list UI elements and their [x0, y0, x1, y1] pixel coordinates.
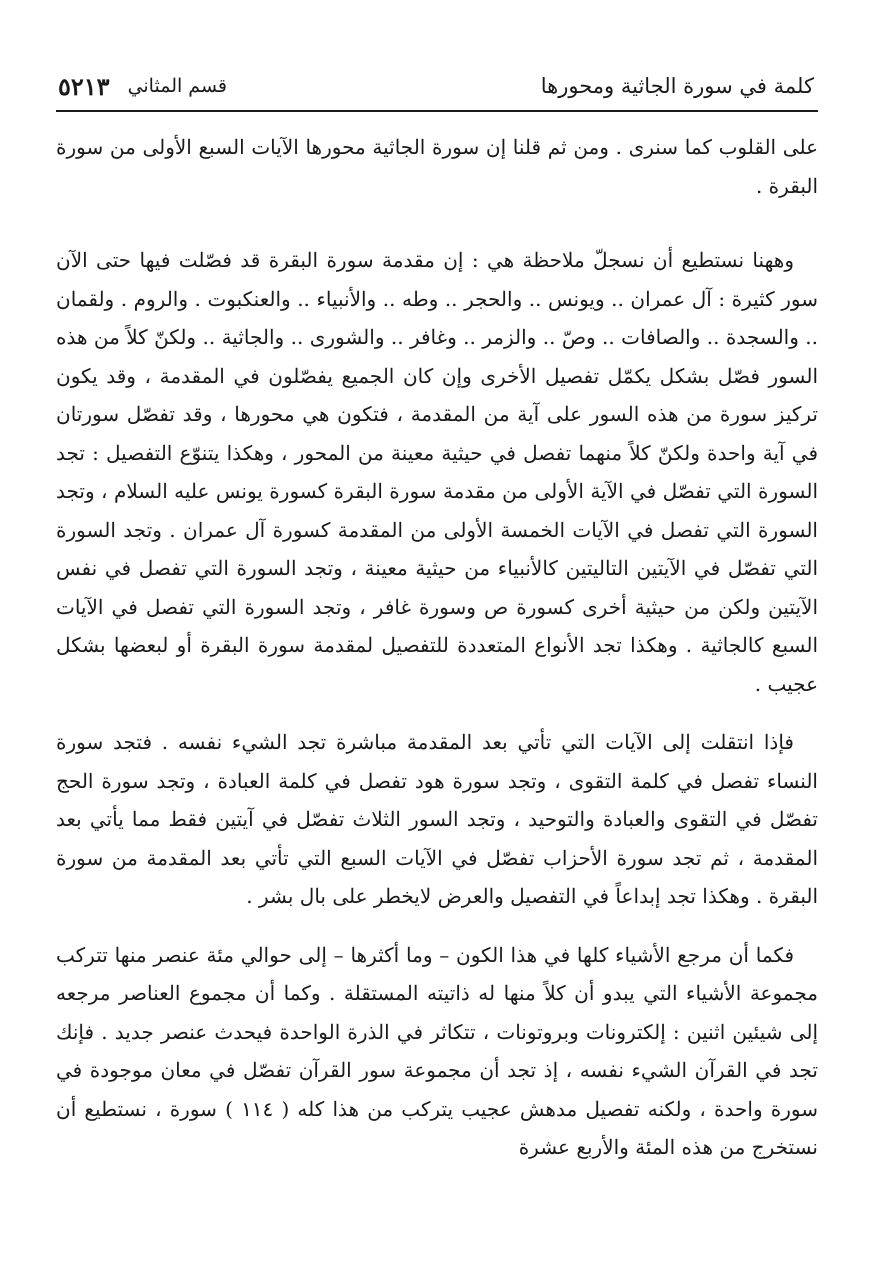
paragraph-2: وههنا نستطيع أن نسجلّ ملاحظة هي : إن مقدمة سورة البقرة قد فصّلت فيها حتى الآن سور كثيرة : آل عمران .. ويونس .. والحجر .. وطه .. والأنبياء .. والعنكبوت . والروم . ولقمان .. والسجدة .. والصافات .. وصّ .. والزمر .. وغافر .. والشورى .. والجاثية .. ولكنّ كلاً من هذه السور فصّل بشكل يكمّل تفصيل الأخرى وإن كان الجميع يفصّلون في المقدمة ، وقد يكون تركيز سورة من هذه السور على آية من المقدمة ، فتكون هي محورها ، وقد تفصّل سورتان في آية واحدة ولكنّ كلاً منهما تفصل في حيثية معينة من المحور ، وهكذا يتنوّع التفصيل : تجد السورة التي تفصّل في الآية الأولى من مقدمة سورة البقرة كسورة يونس عليه السلام ، وتجد السورة التي تفصل في الآيات الخمسة الأولى من المقدمة كسورة آل عمران . وتجد السورة التي تفصّل في الآيتين التاليتين كالأنبياء من حيثية معينة ، وتجد السورة التي تفصل في نفس الآيتين ولكن من حيثية أخرى كسورة ص وسورة غافر ، وتجد السورة التي تفصل في الآيات السبع كالجاثية . وهكذا تجد الأنواع المتعددة للتفصيل لمقدمة سورة البقرة أو لبعضها بشكل عجيب . — [56, 248, 819, 696]
page-header — [58, 66, 814, 106]
header-rule — [56, 110, 818, 112]
page-number: ٥٢١٣ — [58, 71, 110, 101]
section-name: قسم المثاني — [127, 75, 227, 97]
book-title: كلمة في سورة الجاثية ومحورها — [540, 74, 814, 98]
header-meta — [58, 72, 227, 101]
paragraph-3: فإذا انتقلت إلى الآيات التي تأتي بعد المقدمة مباشرة تجد الشيء نفسه . فتجد سورة النساء تفصل في كلمة التقوى ، وتجد سورة هود تفصل في كلمة العبادة ، وتجد سورة الحج تفصّل في التقوى والعبادة والتوحيد ، وتجد السور الثلاث تفصّل في آيتين فقط مما يأتي بعد المقدمة ، ثم تجد سورة الأحزاب تفصّل في الآيات السبع التي تأتي بعد المقدمة من سورة البقرة . وهكذا تجد إبداعاً في التفصيل والعرض لايخطر على بال بشر . — [56, 730, 819, 908]
paragraph-4: فكما أن مرجع الأشياء كلها في هذا الكون – وما أكثرها – إلى حوالي مئة عنصر منها تتركب مجموعة الأشياء التي يبدو أن كلاً منها له ذاتيته المستقلة . وكما أن مجموع العناصر مرجعه إلى شيئين اثنين : إلكترونات وبروتونات ، تتكاثر في الذرة الواحدة فيحدث عنصر جديد . فإنك تجد في القرآن الشيء نفسه ، إذ تجد أن مجموعة سور القرآن تفصّل في معان موجودة في سورة واحدة ، ولكنه تفصيل مدهش عجيب يتركب من هذا كله ( ١١٤ ) سورة ، نستطيع أن نستخرج من هذه المئة والأربع عشرة — [56, 942, 818, 1159]
page-body — [56, 128, 818, 1167]
paragraph-1: على القلوب كما سنرى . ومن ثم قلنا إن سورة الجاثية محورها الآيات السبع الأولى من سورة البقرة . — [56, 135, 818, 198]
